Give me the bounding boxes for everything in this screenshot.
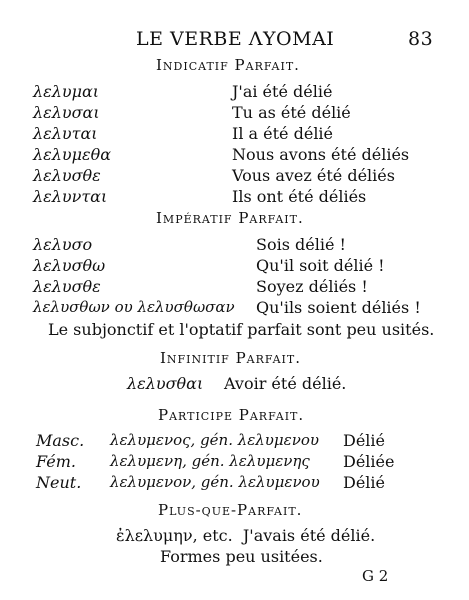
participe-greek-fem: λελυμενη, gén. λελυμενης — [110, 452, 310, 470]
imperatif-french-3: Soyez déliés ! — [256, 277, 368, 296]
participe-label-neut: Neut. — [36, 473, 82, 492]
indicatif-french-4: Nous avons été déliés — [232, 145, 410, 164]
indicatif-french-3: Il a été délié — [232, 124, 334, 143]
heading-plusqueparfait: Plus-que-Parfait. — [158, 501, 303, 519]
signature-mark: G 2 — [362, 567, 389, 585]
infinitif-french: Avoir été délié. — [224, 374, 347, 393]
imperatif-french-4: Qu'ils soient déliés ! — [256, 298, 421, 317]
participe-french-fem: Déliée — [343, 452, 395, 471]
indicatif-french-1: J'ai été délié — [232, 82, 333, 101]
heading-imperatif: Impératif Parfait. — [156, 209, 304, 227]
participe-greek-neut: λελυμενον, gén. λελυμενου — [110, 473, 320, 491]
indicatif-greek-3: λελυται — [33, 124, 98, 143]
page-number: 83 — [408, 28, 434, 50]
indicatif-french-5: Vous avez été déliés — [232, 166, 395, 185]
heading-indicatif: Indicatif Parfait. — [156, 56, 300, 74]
imperatif-greek-3: λελυσθε — [33, 277, 101, 296]
usage-note: Le subjonctif et l'optatif parfait sont peu usités. — [48, 320, 435, 339]
participe-label-fem: Fém. — [36, 452, 76, 471]
participe-greek-masc: λελυμενος, gén. λελυμενου — [110, 431, 319, 449]
imperatif-greek-1: λελυσο — [33, 235, 93, 254]
imperatif-greek-4: λελυσθων ου λελυσθωσαν — [33, 298, 235, 316]
plusqueparfait-note: Formes peu usitées. — [160, 547, 323, 566]
imperatif-french-1: Sois délié ! — [256, 235, 346, 254]
imperatif-french-2: Qu'il soit délié ! — [256, 256, 385, 275]
indicatif-greek-6: λελυνται — [33, 187, 108, 206]
indicatif-french-6: Ils ont été déliés — [232, 187, 367, 206]
participe-label-masc: Masc. — [36, 431, 85, 450]
plusqueparfait-line: ἐλελυμην, etc. J'avais été délié. — [116, 526, 376, 545]
participe-french-neut: Délié — [343, 473, 385, 492]
infinitif-greek: λελυσθαι — [127, 374, 204, 393]
indicatif-greek-4: λελυμεθα — [33, 145, 112, 164]
participe-french-masc: Délié — [343, 431, 385, 450]
indicatif-greek-2: λελυσαι — [33, 103, 100, 122]
indicatif-french-2: Tu as été délié — [232, 103, 351, 122]
indicatif-greek-1: λελυμαι — [33, 82, 100, 101]
running-title: LE VERBE ΛΥΟΜΑΙ — [136, 28, 335, 50]
indicatif-greek-5: λελυσθε — [33, 166, 101, 185]
imperatif-greek-2: λελυσθω — [33, 256, 106, 275]
heading-infinitif: Infinitif Parfait. — [160, 349, 301, 367]
heading-participe: Participe Parfait. — [158, 406, 305, 424]
